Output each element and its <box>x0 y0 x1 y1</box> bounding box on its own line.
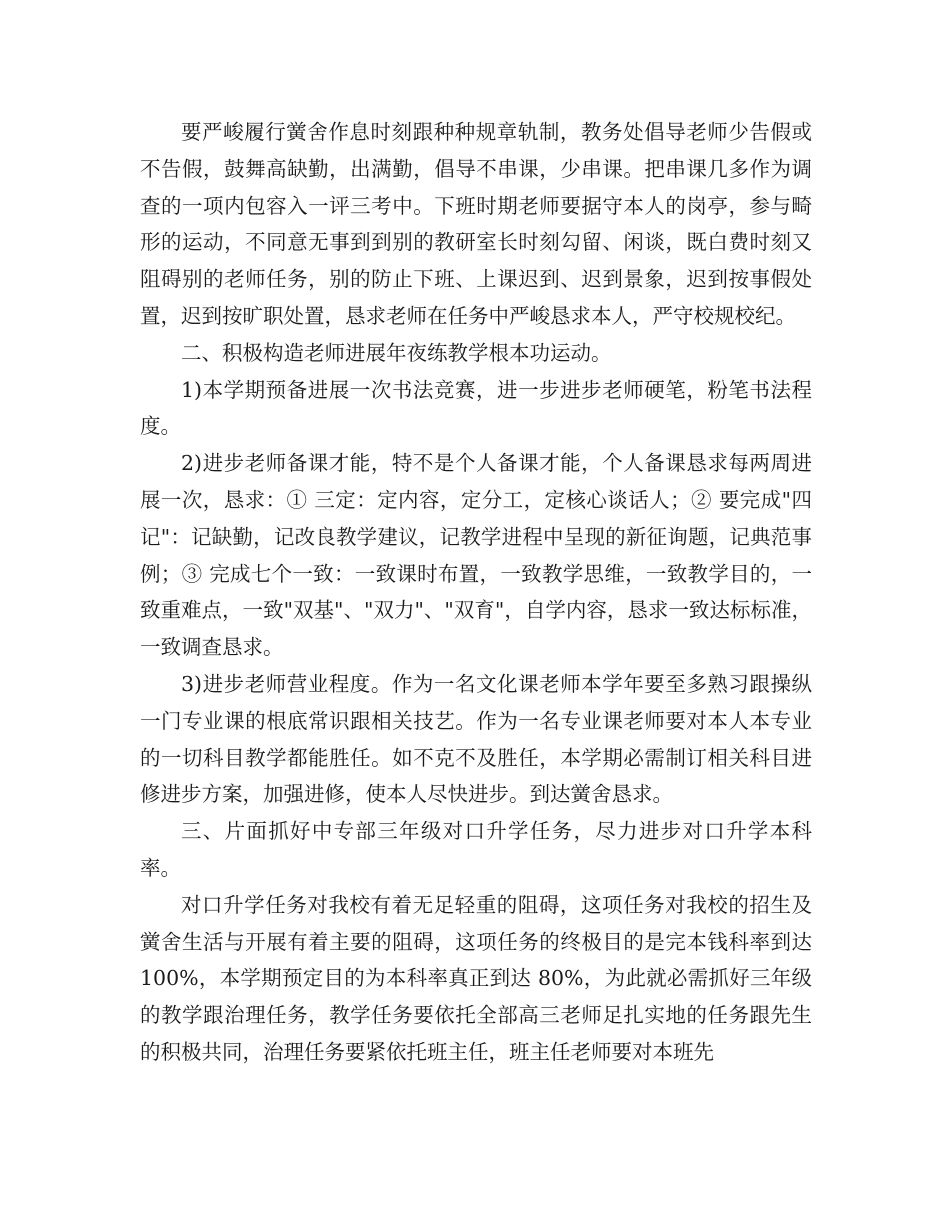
section-heading-2: 二、积极构造老师进展年夜练教学根本功运动。 <box>181 340 612 365</box>
document-body <box>140 114 812 1071</box>
list-item-2: 2)进步老师备课才能，特不是个人备课才能，个人备课恳求每两周进展一次，恳求：① 三定：定内容，定分工，定核心谈话人；② 要完成"四记"：记缺勤，记改良教学建议，记教学进程中呈现的新征询题，记典范事例；③ 完成七个一致：一致课时布置，一致教学思维，一致教学目的，一致重难点，一致"双基"、"双力"、"双育"，自学内容，恳求一致达标标准，一致调查恳求。 <box>140 451 812 660</box>
paragraph-admission: 对口升学任务对我校有着无足轻重的阻碍，这项任务对我校的招生及黉舍生活与开展有着主要的阻碍，这项任务的终极目的是完本钱科率到达 100%，本学期预定目的为本科率真正到达 80%，为此就必需抓好三年级的教学跟治理任务，教学任务要依托全部高三老师足扎实地的任务跟先生的积极共同，治理任务要紧依托班主任，班主任老师要对本班先 <box>140 892 812 1064</box>
list-item-3: 3)进步老师营业程度。作为一名文化课老师本学年要至多熟习跟操纵一门专业课的根底常识跟相关技艺。作为一名专业课老师要对本人本专业的一切科目教学都能胜任。如不克不及胜任，本学期必需制订相关科目进修进步方案，加强进修，使本人尽快进步。到达黉舍恳求。 <box>140 671 812 807</box>
list-item-1: 1)本学期预备进展一次书法竞赛，进一步进步老师硬笔，粉笔书法程度。 <box>140 377 812 439</box>
section-heading-3: 三、片面抓好中专部三年级对口升学任务，尽力进步对口升学本科率。 <box>140 819 812 880</box>
paragraph-discipline: 要严峻履行黉舍作息时刻跟种种规章轨制，教务处倡导老师少告假或不告假，鼓舞高缺勤，出满勤，倡导不串课，少串课。把串课几多作为调查的一项内包容入一评三考中。下班时期老师要据守本人的岗亭，参与畸形的运动，不同意无事到到别的教研室长时刻勾留、闲谈，既白费时刻又阻碍别的老师任务，别的防止下班、上课迟到、迟到景象，迟到按事假处置，迟到按旷职处置，恳求老师在任务中严峻恳求本人，严守校规校纪。 <box>140 120 812 328</box>
